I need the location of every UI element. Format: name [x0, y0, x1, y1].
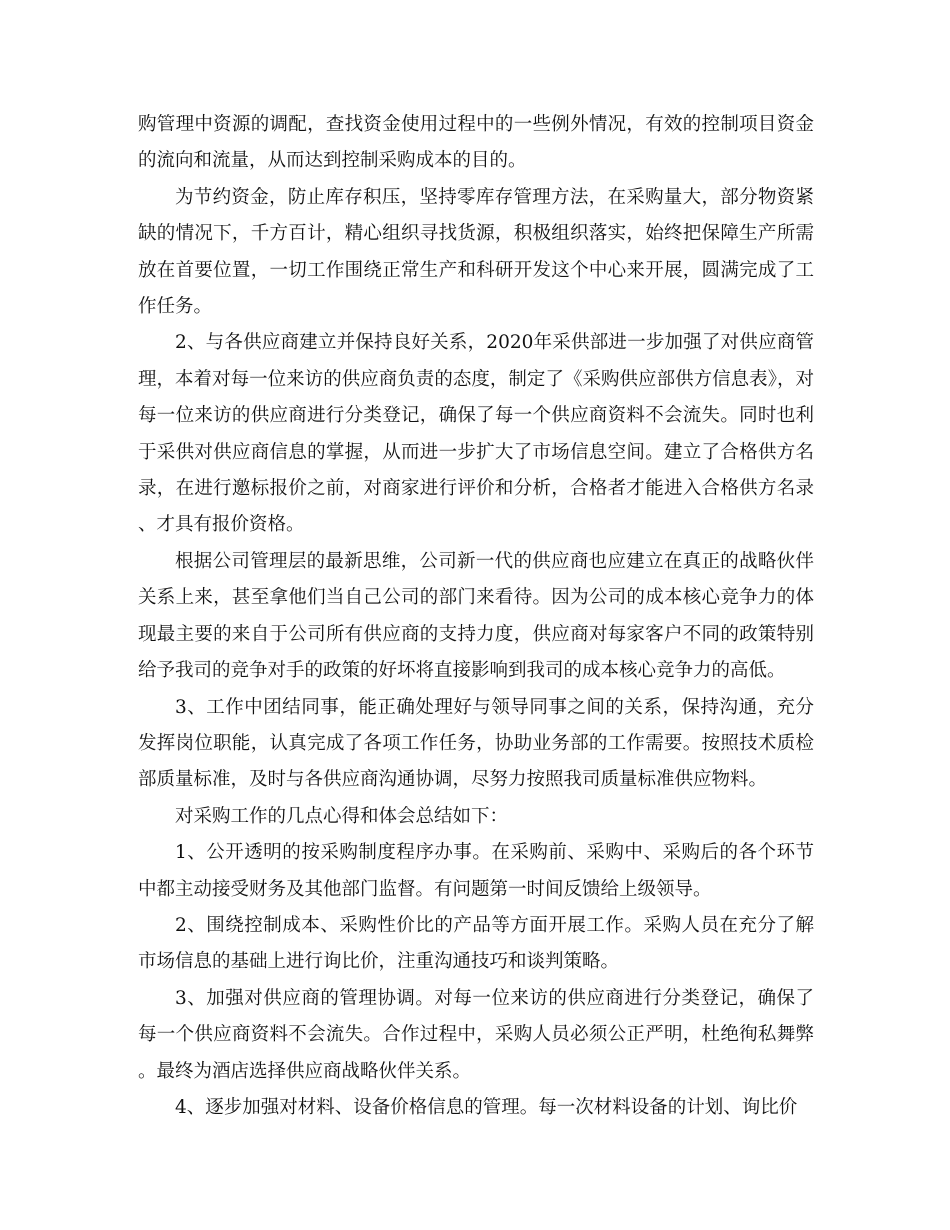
paragraph: 1、公开透明的按采购制度程序办事。在采购前、采购中、采购后的各个环节中都主动接受财务及其他部门监督。有问题第一时间反馈给上级领导。 [138, 842, 814, 900]
paragraph: 2、围绕控制成本、采购性价比的产品等方面开展工作。采购人员在充分了解市场信息的基础上进行询比价，注重沟通技巧和谈判策略。 [138, 914, 814, 973]
paragraph: 3、加强对供应商的管理协调。对每一位来访的供应商进行分类登记，确保了每一个供应商资料不会流失。合作过程中，采购人员必须公正严明，杜绝徇私舞弊。最终为酒店选择供应商战略伙伴关系。 [138, 987, 814, 1082]
paragraph: 购管理中资源的调配，查找资金使用过程中的一些例外情况，有效的控制项目资金的流向和流量，从而达到控制采购成本的目的。 [138, 114, 814, 172]
paragraph: 4、逐步加强对材料、设备价格信息的管理。每一次材料设备的计划、询比价 [175, 1096, 798, 1118]
paragraph: 2、与各供应商建立并保持良好关系，2020年采供部进一步加强了对供应商管理，本着对每一位来访的供应商负责的态度，制定了《采购供应部供方信息表》，对每一位来访的供应商进行分类登记，确保了每一个供应商资料不会流失。同时也利于采供对供应商信息的掌握，从而进一步扩大了市场信息空间。建立了合格供方名录，在进行邀标报价之前，对商家进行评价和分析，合格者才能进入合格供方名录、才具有报价资格。 [138, 332, 814, 536]
paragraph: 为节约资金，防止库存积压，坚持零库存管理方法，在采购量大，部分物资紧缺的情况下，千方百计，精心组织寻找货源，积极组织落实，始终把保障生产所需放在首要位置，一切工作围绕正常生产和科研开发这个中心来开展，圆满完成了工作任务。 [138, 186, 814, 318]
document-body [138, 107, 814, 1126]
paragraph: 3、工作中团结同事，能正确处理好与领导同事之间的关系，保持沟通，充分发挥岗位职能，认真完成了各项工作任务，协助业务部的工作需要。按照技术质检部质量标准，及时与各供应商沟通协调，尽努力按照我司质量标准供应物料。 [138, 696, 814, 791]
paragraph: 对采购工作的几点心得和体会总结如下： [175, 805, 509, 827]
paragraph: 根据公司管理层的最新思维，公司新一代的供应商也应建立在真正的战略伙伴关系上来，甚至拿他们当自己公司的部门来看待。因为公司的成本核心竞争力的体现最主要的来自于公司所有供应商的支持力度，供应商对每家客户不同的政策特别给予我司的竞争对手的政策的好坏将直接影响到我司的成本核心竞争力的高低。 [138, 550, 814, 682]
